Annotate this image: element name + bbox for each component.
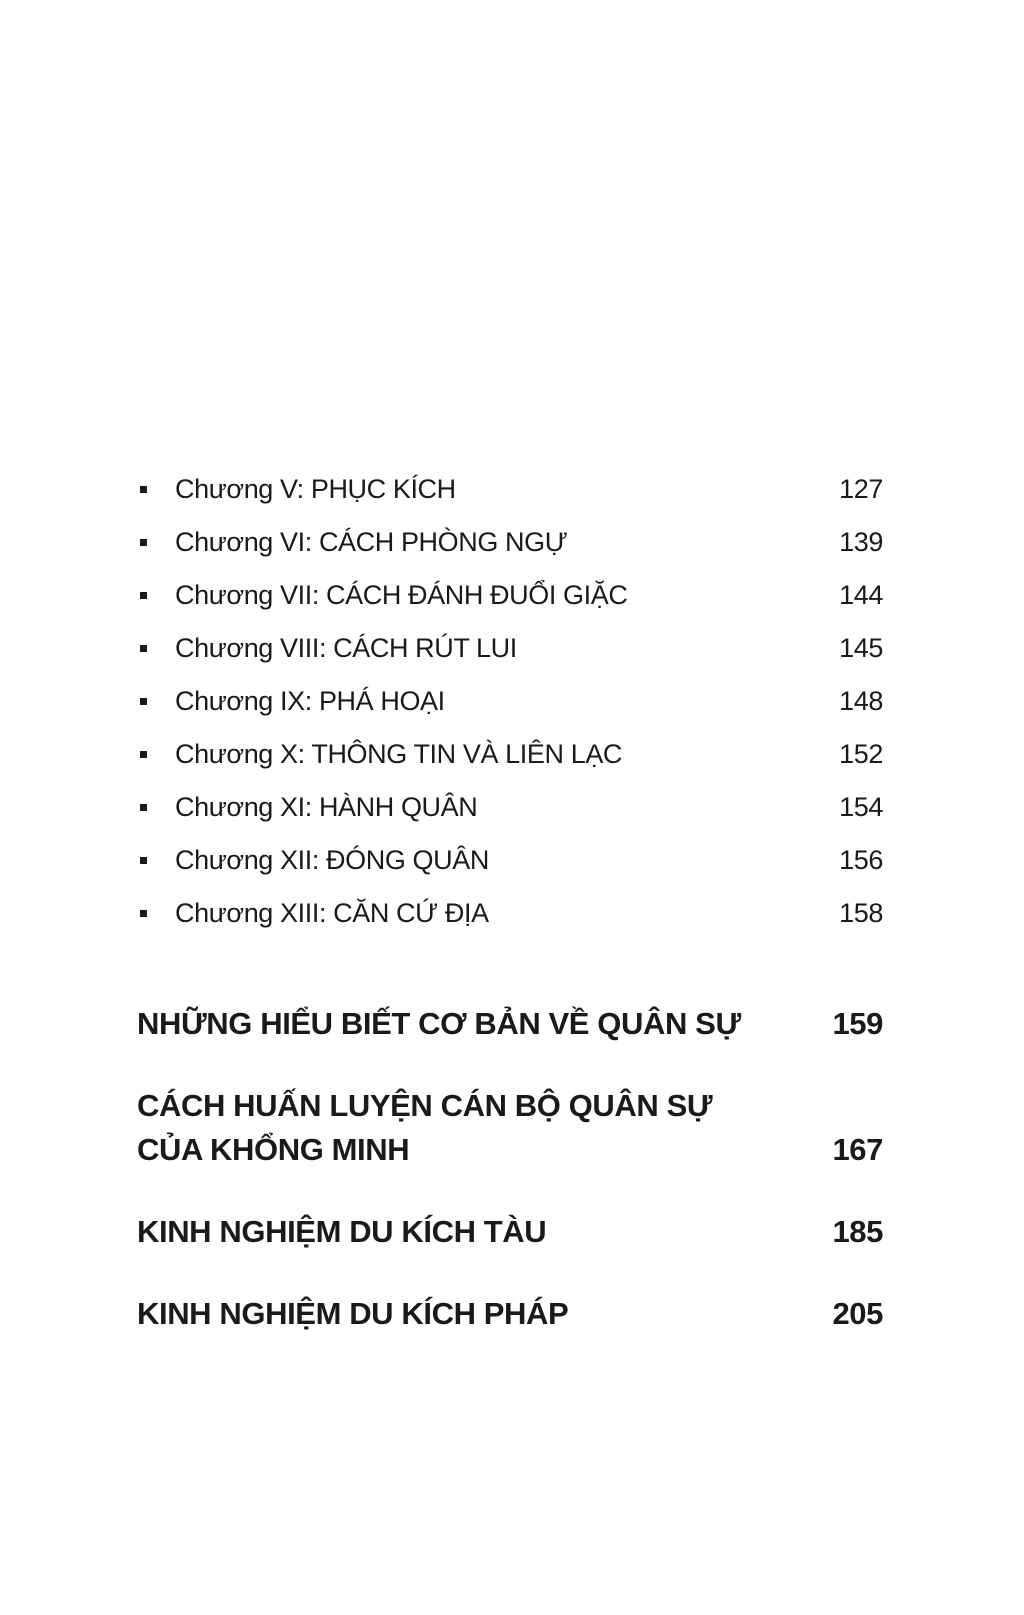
section-title-line: KINH NGHIỆM DU KÍCH TÀU bbox=[137, 1214, 547, 1249]
chapter-page-number: 158 bbox=[839, 898, 883, 928]
chapter-page-number: 145 bbox=[839, 633, 883, 663]
chapter-page-number: 148 bbox=[839, 686, 883, 716]
section-title-line: CÁCH HUẤN LUYỆN CÁN BỘ QUÂN SỰ bbox=[137, 1088, 713, 1123]
section-title-line: KINH NGHIỆM DU KÍCH PHÁP bbox=[137, 1296, 569, 1331]
table-of-contents bbox=[137, 463, 883, 1336]
chapter-label: Chương IX: PHÁ HOẠI bbox=[175, 686, 445, 716]
toc-chapter-row bbox=[137, 569, 883, 622]
section-page-number: 167 bbox=[832, 1132, 883, 1167]
chapter-label: Chương V: PHỤC KÍCH bbox=[175, 474, 456, 504]
bullet-icon bbox=[140, 645, 147, 652]
section-page-number: 159 bbox=[832, 1006, 883, 1041]
section-title-line: CỦA KHỔNG MINH bbox=[137, 1132, 410, 1167]
section-page-number: 185 bbox=[832, 1214, 883, 1249]
section-title bbox=[137, 1292, 568, 1336]
chapter-page-number: 152 bbox=[839, 739, 883, 769]
bullet-icon bbox=[140, 539, 147, 546]
toc-chapter-row bbox=[137, 728, 883, 781]
toc-section bbox=[137, 1292, 883, 1336]
chapter-label: Chương VI: CÁCH PHÒNG NGỰ bbox=[175, 527, 568, 557]
chapter-page-number: 144 bbox=[839, 580, 883, 610]
toc-chapter-row bbox=[137, 622, 883, 675]
chapter-page-number: 127 bbox=[839, 474, 883, 504]
toc-chapter-row bbox=[137, 675, 883, 728]
toc-chapter-row bbox=[137, 781, 883, 834]
chapter-list bbox=[137, 463, 883, 940]
toc-chapter-row bbox=[137, 463, 883, 516]
chapter-label: Chương VII: CÁCH ĐÁNH ĐUỔI GIẶC bbox=[175, 580, 628, 610]
chapter-label: Chương XII: ĐÓNG QUÂN bbox=[175, 845, 489, 875]
section-title bbox=[137, 1084, 712, 1172]
bullet-icon bbox=[140, 751, 147, 758]
section-page-number: 205 bbox=[832, 1296, 883, 1331]
toc-section bbox=[137, 1084, 883, 1172]
bullet-icon bbox=[140, 592, 147, 599]
toc-section bbox=[137, 1002, 883, 1046]
toc-chapter-row bbox=[137, 516, 883, 569]
bullet-icon bbox=[140, 910, 147, 917]
section-title-line: NHỮNG HIỂU BIẾT CƠ BẢN VỀ QUÂN SỰ bbox=[137, 1006, 741, 1041]
chapter-label: Chương X: THÔNG TIN VÀ LIÊN LẠC bbox=[175, 739, 623, 769]
chapter-page-number: 139 bbox=[839, 527, 883, 557]
section-title bbox=[137, 1210, 546, 1254]
chapter-page-number: 156 bbox=[839, 845, 883, 875]
bullet-icon bbox=[140, 698, 147, 705]
toc-chapter-row bbox=[137, 834, 883, 887]
section-title bbox=[137, 1002, 741, 1046]
chapter-label: Chương VIII: CÁCH RÚT LUI bbox=[175, 633, 517, 663]
bullet-icon bbox=[140, 486, 147, 493]
toc-section bbox=[137, 1210, 883, 1254]
chapter-label: Chương XIII: CĂN CỨ ĐỊA bbox=[175, 898, 489, 928]
bullet-icon bbox=[140, 804, 147, 811]
chapter-page-number: 154 bbox=[839, 792, 883, 822]
toc-chapter-row bbox=[137, 887, 883, 940]
chapter-label: Chương XI: HÀNH QUÂN bbox=[175, 792, 478, 822]
bullet-icon bbox=[140, 857, 147, 864]
